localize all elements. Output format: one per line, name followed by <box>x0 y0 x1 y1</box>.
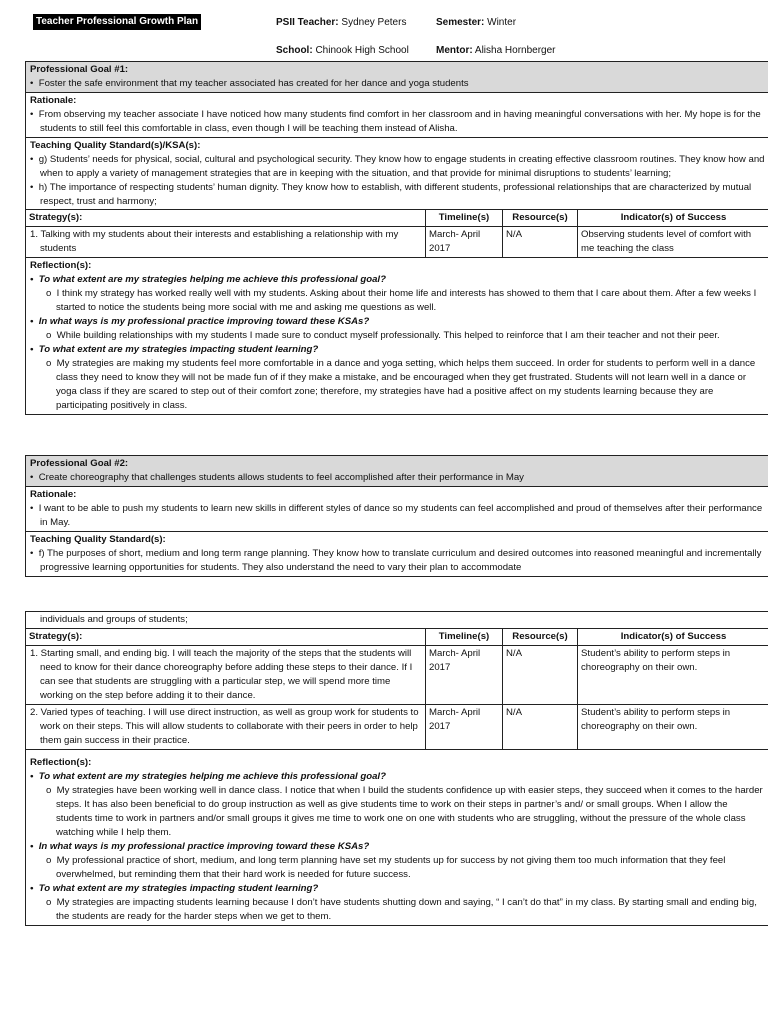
psii-value: Sydney Peters <box>341 17 407 28</box>
goal1-reflection <box>26 258 768 414</box>
goal2-rationale-item: • I want to be able to push my students to learn new skills in different styles of dance so my students can feel accomplished and proud of themselves after their performance in May. <box>30 503 763 528</box>
g2-q2-item: • In what ways is my professional practice improving toward these KSAs? <box>30 841 370 852</box>
mentor-label: Mentor: <box>436 45 473 56</box>
goal1-text: • Foster the safe environment that my teacher associated has created for her dance and yoga students <box>30 78 469 89</box>
goal1-rationale-label: Rationale: <box>30 95 77 106</box>
g2-q3: To what extent are my strategies impacting student learning? <box>38 883 319 894</box>
goal1-tqs-h: h) The importance of respecting students’ human dignity. They know how to establish, with different students, professional relationships that are characterized by mutual respect, trust and harmony; <box>38 182 752 207</box>
g1-q3-item: • To what extent are my strategies impacting student learning? <box>30 344 319 355</box>
g2-th-timeline: Timeline(s) <box>426 629 503 646</box>
goal1-section <box>25 61 768 415</box>
g2-q2: In what ways is my professional practice improving toward these KSAs? <box>38 841 370 852</box>
g1-q2: In what ways is my professional practice improving toward these KSAs? <box>38 316 370 327</box>
g1-a3-item: o My strategies are making my students feel more comfortable in a dance and yoga setting, which helps them succeed. In order for students to perform well in a dance class they need to know they will not be made fun of if they make a mistake, and be encouraged when they get frustrated. Students will not learn well in a dance or yoga class if they are scared to step out of their comfort zone; therefore, my strategies have had a positive affect on my students learning because they are participating positively in class. <box>46 358 756 411</box>
goal1-strategy-table <box>26 209 768 258</box>
psii-teacher <box>276 16 406 30</box>
g1-th-resource: Resource(s) <box>503 210 578 227</box>
g1-a1-item: o I think my strategy has worked really well with my students. Asking about their home life and interests has showed to them that I care about them. After a few weeks I started to notice the students being more social with me and asking me questions as well. <box>46 288 757 313</box>
goal2-tqs <box>26 531 768 576</box>
school-value: Chinook High School <box>315 45 409 56</box>
goal1-header <box>26 62 768 92</box>
goal2-goal: Create choreography that challenges students allows students to feel accomplished after their performance in May <box>38 472 524 483</box>
goal2-text: • Create choreography that challenges students allows students to feel accomplished after their performance in May <box>30 472 524 483</box>
goal2-tqs-continued: individuals and groups of students; <box>40 614 188 625</box>
mentor-value: Alisha Hornberger <box>474 45 556 56</box>
g2-resource-1: N/A <box>503 646 578 705</box>
goal1-tqs-g: g) Students’ needs for physical, social, cultural and psychological security. They know how to engage students in creating effective classroom routines. They know how and when to apply a variety of management strategies that are in keeping with the situation, and that provide for minimal disruptions to students’ learning; <box>38 154 765 179</box>
goal2-tqs-label: Teaching Quality Standard(s): <box>30 534 166 545</box>
g1-a2-item: o While building relationships with my students I made sure to conduct myself professionally. This helped to reinforce that I am their teacher and not their peer. <box>46 330 720 341</box>
document-title: Teacher Professional Growth Plan <box>33 14 201 30</box>
g2-th-strategy: Strategy(s): <box>26 629 426 646</box>
goal1-reflection-label: Reflection(s): <box>30 260 92 271</box>
semester <box>436 16 516 30</box>
g1-strategy-1: 1. Talking with my students about their interests and establishing a relationship with my students <box>26 227 426 258</box>
goal2-continued <box>25 611 768 926</box>
g2-th-indicator: Indicator(s) of Success <box>578 629 768 646</box>
g2-th-resource: Resource(s) <box>503 629 578 646</box>
g2-a3-item: o My strategies are impacting students learning because I don’t have students shutting down and saying, “ I can’t do that” in my class. By starting small and ending big, the students are ready for the harder steps when we get to them. <box>46 897 757 922</box>
goal2-section <box>25 455 768 577</box>
g1-timeline-1: March- April 2017 <box>426 227 503 258</box>
g2-q1-item: • To what extent are my strategies helping me achieve this professional goal? <box>30 771 386 782</box>
psii-label: PSII Teacher: <box>276 17 339 28</box>
g2-indicator-2: Student’s ability to perform steps in choreography on their own. <box>578 705 768 750</box>
g1-q1-item: • To what extent are my strategies helping me achieve this professional goal? <box>30 274 386 285</box>
g1-a3: My strategies are making my students feel more comfortable in a dance and yoga setting, which helps them succeed. In order for students to perform well in a dance class they need to know they will not be made fun of if they make a mistake, and be encouraged when they get frustrated. Students will not learn well in a dance or yoga class if they are scared to step out of their comfort zone; therefore, my strategies have had a positive affect on my students learning because they are participating positively in class. <box>56 358 756 411</box>
semester-value: Winter <box>487 17 517 28</box>
g2-timeline-2: March- April 2017 <box>426 705 503 750</box>
g1-th-indicator: Indicator(s) of Success <box>578 210 768 227</box>
g2-strategy-1: 1. Starting small, and ending big. I will teach the majority of the steps that the students will need to know for their dance choreography before adding these steps to their dance. If I can see that students are struggling with a particular step, we will spend more time working on the step before adding it to their dance. <box>26 646 426 705</box>
g2-resource-2: N/A <box>503 705 578 750</box>
g2-q1: To what extent are my strategies helping me achieve this professional goal? <box>38 771 386 782</box>
g1-a1: I think my strategy has worked really well with my students. Asking about their home life and interests has showed to them that I care about them. After a few weeks I started to notice the students being more social with me and asking me questions as well. <box>56 288 757 313</box>
goal2-label: Professional Goal #2: <box>30 458 129 469</box>
g2-a3: My strategies are impacting students learning because I don’t have students shutting down and saying, “ I can’t do that” in my class. By starting small and ending big, the students are ready for the harder steps when we get to them. <box>56 897 757 922</box>
goal1-rationale-text: From observing my teacher associate I have noticed how many students find comfort in her classroom and in having meaningful conversations with her. My hope is for the students to still feel this comfortable in class, even though I will be teaching them instead of Alisha. <box>38 109 761 134</box>
g2-indicator-1: Student’s ability to perform steps in choreography on their own. <box>578 646 768 705</box>
g2-a2-item: o My professional practice of short, medium, and long term planning have set my students up for success by not giving them too much information that they feel overwhelmed, but reminding them that their hard work is needed for future success. <box>46 855 726 880</box>
semester-label: Semester: <box>436 17 485 28</box>
goal1-rationale <box>26 92 768 137</box>
g1-q2-item: • In what ways is my professional practice improving toward these KSAs? <box>30 316 370 327</box>
goal1-tqs <box>26 137 768 210</box>
goal1-tqs-g-item: • g) Students’ needs for physical, social, cultural and psychological security. They know how to engage students in creating effective classroom routines. They know how and when to apply a variety of management strategies that are in keeping with the situation, and that provide for minimal disruptions to students’ learning; <box>30 154 765 179</box>
g1-q1: To what extent are my strategies helping me achieve this professional goal? <box>38 274 386 285</box>
g2-a1: My strategies have been working well in dance class. I notice that when I build the students confidence up with easier steps, they succeed when it comes to the harder steps. It has also been beneficial to do group instruction as well as give students time to work on their steps in partner’s and/ or small groups. When I allow the students time to work in partners and/or small groups it gives me time to work one on one with students who are struggling, without the pressure of the whole class watching while I help them. <box>56 785 763 838</box>
goal2-header <box>26 456 768 486</box>
g2-q3-item: • To what extent are my strategies impacting student learning? <box>30 883 319 894</box>
mentor <box>436 44 556 58</box>
g1-indicator-1: Observing students level of comfort with me teaching the class <box>578 227 768 258</box>
goal2-tqs-f: f) The purposes of short, medium and long term range planning. They know how to translate curriculum and desired outcomes into reasoned meaningful and incrementally progressive learning opportunities for students. They also understand the need to vary their plan to accommodate <box>38 548 762 573</box>
goal2-strategy-table <box>26 628 768 750</box>
g2-timeline-1: March- April 2017 <box>426 646 503 705</box>
goal1-goal: Foster the safe environment that my teacher associated has created for her dance and yoga students <box>38 78 469 89</box>
goal1-rationale-item: • From observing my teacher associate I have noticed how many students find comfort in her classroom and in having meaningful conversations with her. My hope is for the students to still feel this comfortable in class, even though I will be teaching them instead of Alisha. <box>30 109 761 134</box>
goal1-tqs-h-item: • h) The importance of respecting students’ human dignity. They know how to establish, with different students, professional relationships that are characterized by mutual respect, trust and harmony; <box>30 182 752 207</box>
g1-q3: To what extent are my strategies impacting student learning? <box>38 344 319 355</box>
g1-th-timeline: Timeline(s) <box>426 210 503 227</box>
goal2-reflection <box>26 750 768 925</box>
goal1-tqs-label: Teaching Quality Standard(s)/KSA(s): <box>30 140 201 151</box>
goal2-rationale <box>26 486 768 531</box>
g1-th-strategy: Strategy(s): <box>26 210 426 227</box>
school-label: School: <box>276 45 313 56</box>
school <box>276 44 409 58</box>
g2-strategy-2: 2. Varied types of teaching. I will use direct instruction, as well as group work for students to work on their steps. This will allow students to collaborate with their peers in order to help them gain success in their practice. <box>26 705 426 750</box>
goal2-reflection-label: Reflection(s): <box>30 757 92 768</box>
goal2-rationale-text: I want to be able to push my students to learn new skills in different styles of dance so my students can feel accomplished and proud of themselves after their performance in May. <box>38 503 763 528</box>
g2-a1-item: o My strategies have been working well in dance class. I notice that when I build the students confidence up with easier steps, they succeed when it comes to the harder steps. It has also been beneficial to do group instruction as well as give students time to work on their steps in partner’s and/ or small groups. When I allow the students time to work in partners and/or small groups it gives me time to work one on one with students who are struggling, without the pressure of the whole class watching while I help them. <box>46 785 763 838</box>
goal2-rationale-label: Rationale: <box>30 489 77 500</box>
g1-resource-1: N/A <box>503 227 578 258</box>
goal1-label: Professional Goal #1: <box>30 64 129 75</box>
g1-a2: While building relationships with my students I made sure to conduct myself professionally. This helped to reinforce that I am their teacher and not their peer. <box>56 330 720 341</box>
g2-a2: My professional practice of short, medium, and long term planning have set my students up for success by not giving them too much information that they feel overwhelmed, but reminding them that their hard work is needed for future success. <box>56 855 726 880</box>
goal2-tqs-f-item: • f) The purposes of short, medium and long term range planning. They know how to translate curriculum and desired outcomes into reasoned meaningful and incrementally progressive learning opportunities for students. They also understand the need to vary their plan to accommodate <box>30 548 762 573</box>
